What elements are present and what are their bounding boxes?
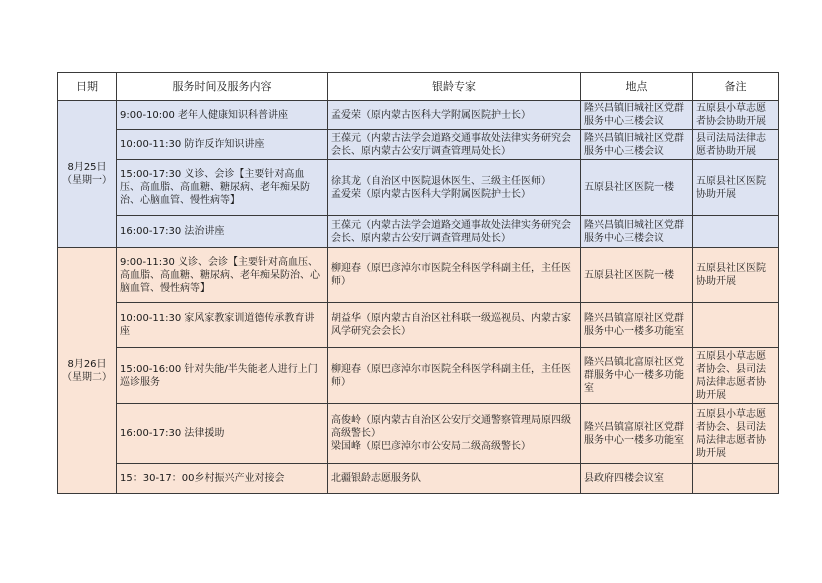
expert-cell: 王葆元（内蒙古法学会道路交通事故处法律实务研究会会长、原内蒙古公安厅调查管理局处长） — [328, 216, 581, 248]
table-row — [58, 303, 779, 348]
expert-cell: 柳迎春（原巴彦淖尔市医院全科医学科副主任，主任医师） — [328, 248, 581, 303]
remark-cell: 五原县小草志愿者协会协助开展 — [693, 101, 779, 130]
expert-cell: 高俊岭（原内蒙古自治区公安厅交通警察管理局原四级高级警长） 梁国峰（原巴彦淖尔市公安局二级高级警长） — [328, 404, 581, 464]
table-row — [58, 464, 779, 494]
location-cell: 隆兴昌镇旧城社区党群服务中心三楼会议 — [581, 101, 693, 130]
remark-cell — [693, 464, 779, 494]
table-row — [58, 130, 779, 160]
expert-cell: 胡益华（原内蒙古自治区社科联一级巡视员、内蒙古家风学研究会会长） — [328, 303, 581, 348]
location-cell: 五原县社区医院一楼 — [581, 160, 693, 216]
table-row — [58, 348, 779, 404]
table-row — [58, 248, 779, 303]
header-date: 日期 — [58, 73, 117, 101]
expert-cell: 徐其龙（自治区中医院退休医生、三级主任医师） 孟爱荣（原内蒙古医科大学附属医院护士长） — [328, 160, 581, 216]
header-time-content: 服务时间及服务内容 — [117, 73, 328, 101]
expert-cell: 柳迎春（原巴彦淖尔市医院全科医学科副主任，主任医师） — [328, 348, 581, 404]
table-row — [58, 101, 779, 130]
time-content-cell: 9:00-11:30 义诊、会诊【主要针对高血压、高血脂、高血糖、糖尿病、老年痴呆防治、心脑血管、慢性病等】 — [117, 248, 328, 303]
header-row — [58, 73, 779, 101]
location-cell: 隆兴昌镇旧城社区党群服务中心三楼会议 — [581, 130, 693, 160]
location-cell: 五原县社区医院一楼 — [581, 248, 693, 303]
header-remark: 备注 — [693, 73, 779, 101]
location-cell: 县政府四楼会议室 — [581, 464, 693, 494]
expert-cell: 北疆银龄志愿服务队 — [328, 464, 581, 494]
time-content-cell: 16:00-17:30 法治讲座 — [117, 216, 328, 248]
remark-cell: 五原县小草志愿者协会、县司法局法律志愿者协助开展 — [693, 404, 779, 464]
date-label: 8月26日 — [67, 358, 107, 370]
weekday-label: （星期二） — [62, 371, 112, 383]
remark-cell: 五原县社区医院协助开展 — [693, 160, 779, 216]
location-cell: 隆兴昌镇北富原社区党群服务中心一楼多功能室 — [581, 348, 693, 404]
remark-cell: 县司法局法律志愿者协助开展 — [693, 130, 779, 160]
time-content-cell: 9:00-10:00 老年人健康知识科普讲座 — [117, 101, 328, 130]
expert-cell: 孟爱荣（原内蒙古医科大学附属医院护士长） — [328, 101, 581, 130]
header-expert: 银龄专家 — [328, 73, 581, 101]
table-row — [58, 404, 779, 464]
remark-cell — [693, 303, 779, 348]
table-row — [58, 160, 779, 216]
table-row — [58, 216, 779, 248]
weekday-label: （星期一） — [62, 175, 112, 186]
time-content-cell: 10:00-11:30 家风家教家训道德传承教育讲座 — [117, 303, 328, 348]
date-label: 8月25日 — [67, 162, 107, 173]
time-content-cell: 15:00-16:00 针对失能/半失能老人进行上门巡诊服务 — [117, 348, 328, 404]
date-cell-day1 — [58, 101, 117, 248]
time-content-cell: 15：30-17：00乡村振兴产业对接会 — [117, 464, 328, 494]
time-content-cell: 10:00-11:30 防诈反诈知识讲座 — [117, 130, 328, 160]
time-content-cell: 15:00-17:30 义诊、会诊【主要针对高血压、高血脂、高血糖、糖尿病、老年痴呆防治、心脑血管、慢性病等】 — [117, 160, 328, 216]
location-cell: 隆兴昌镇旧城社区党群服务中心三楼会议 — [581, 216, 693, 248]
remark-cell: 五原县社区医院协助开展 — [693, 248, 779, 303]
expert-cell: 王葆元（内蒙古法学会道路交通事故处法律实务研究会会长、原内蒙古公安厅调查管理局处长） — [328, 130, 581, 160]
service-schedule-table — [57, 72, 779, 494]
date-cell-day2 — [58, 248, 117, 494]
time-content-cell: 16:00-17:30 法律援助 — [117, 404, 328, 464]
location-cell: 隆兴昌镇富原社区党群服务中心一楼多功能室 — [581, 303, 693, 348]
header-location: 地点 — [581, 73, 693, 101]
remark-cell — [693, 216, 779, 248]
remark-cell: 五原县小草志愿者协会、县司法局法律志愿者协助开展 — [693, 348, 779, 404]
location-cell: 隆兴昌镇富原社区党群服务中心一楼多功能室 — [581, 404, 693, 464]
